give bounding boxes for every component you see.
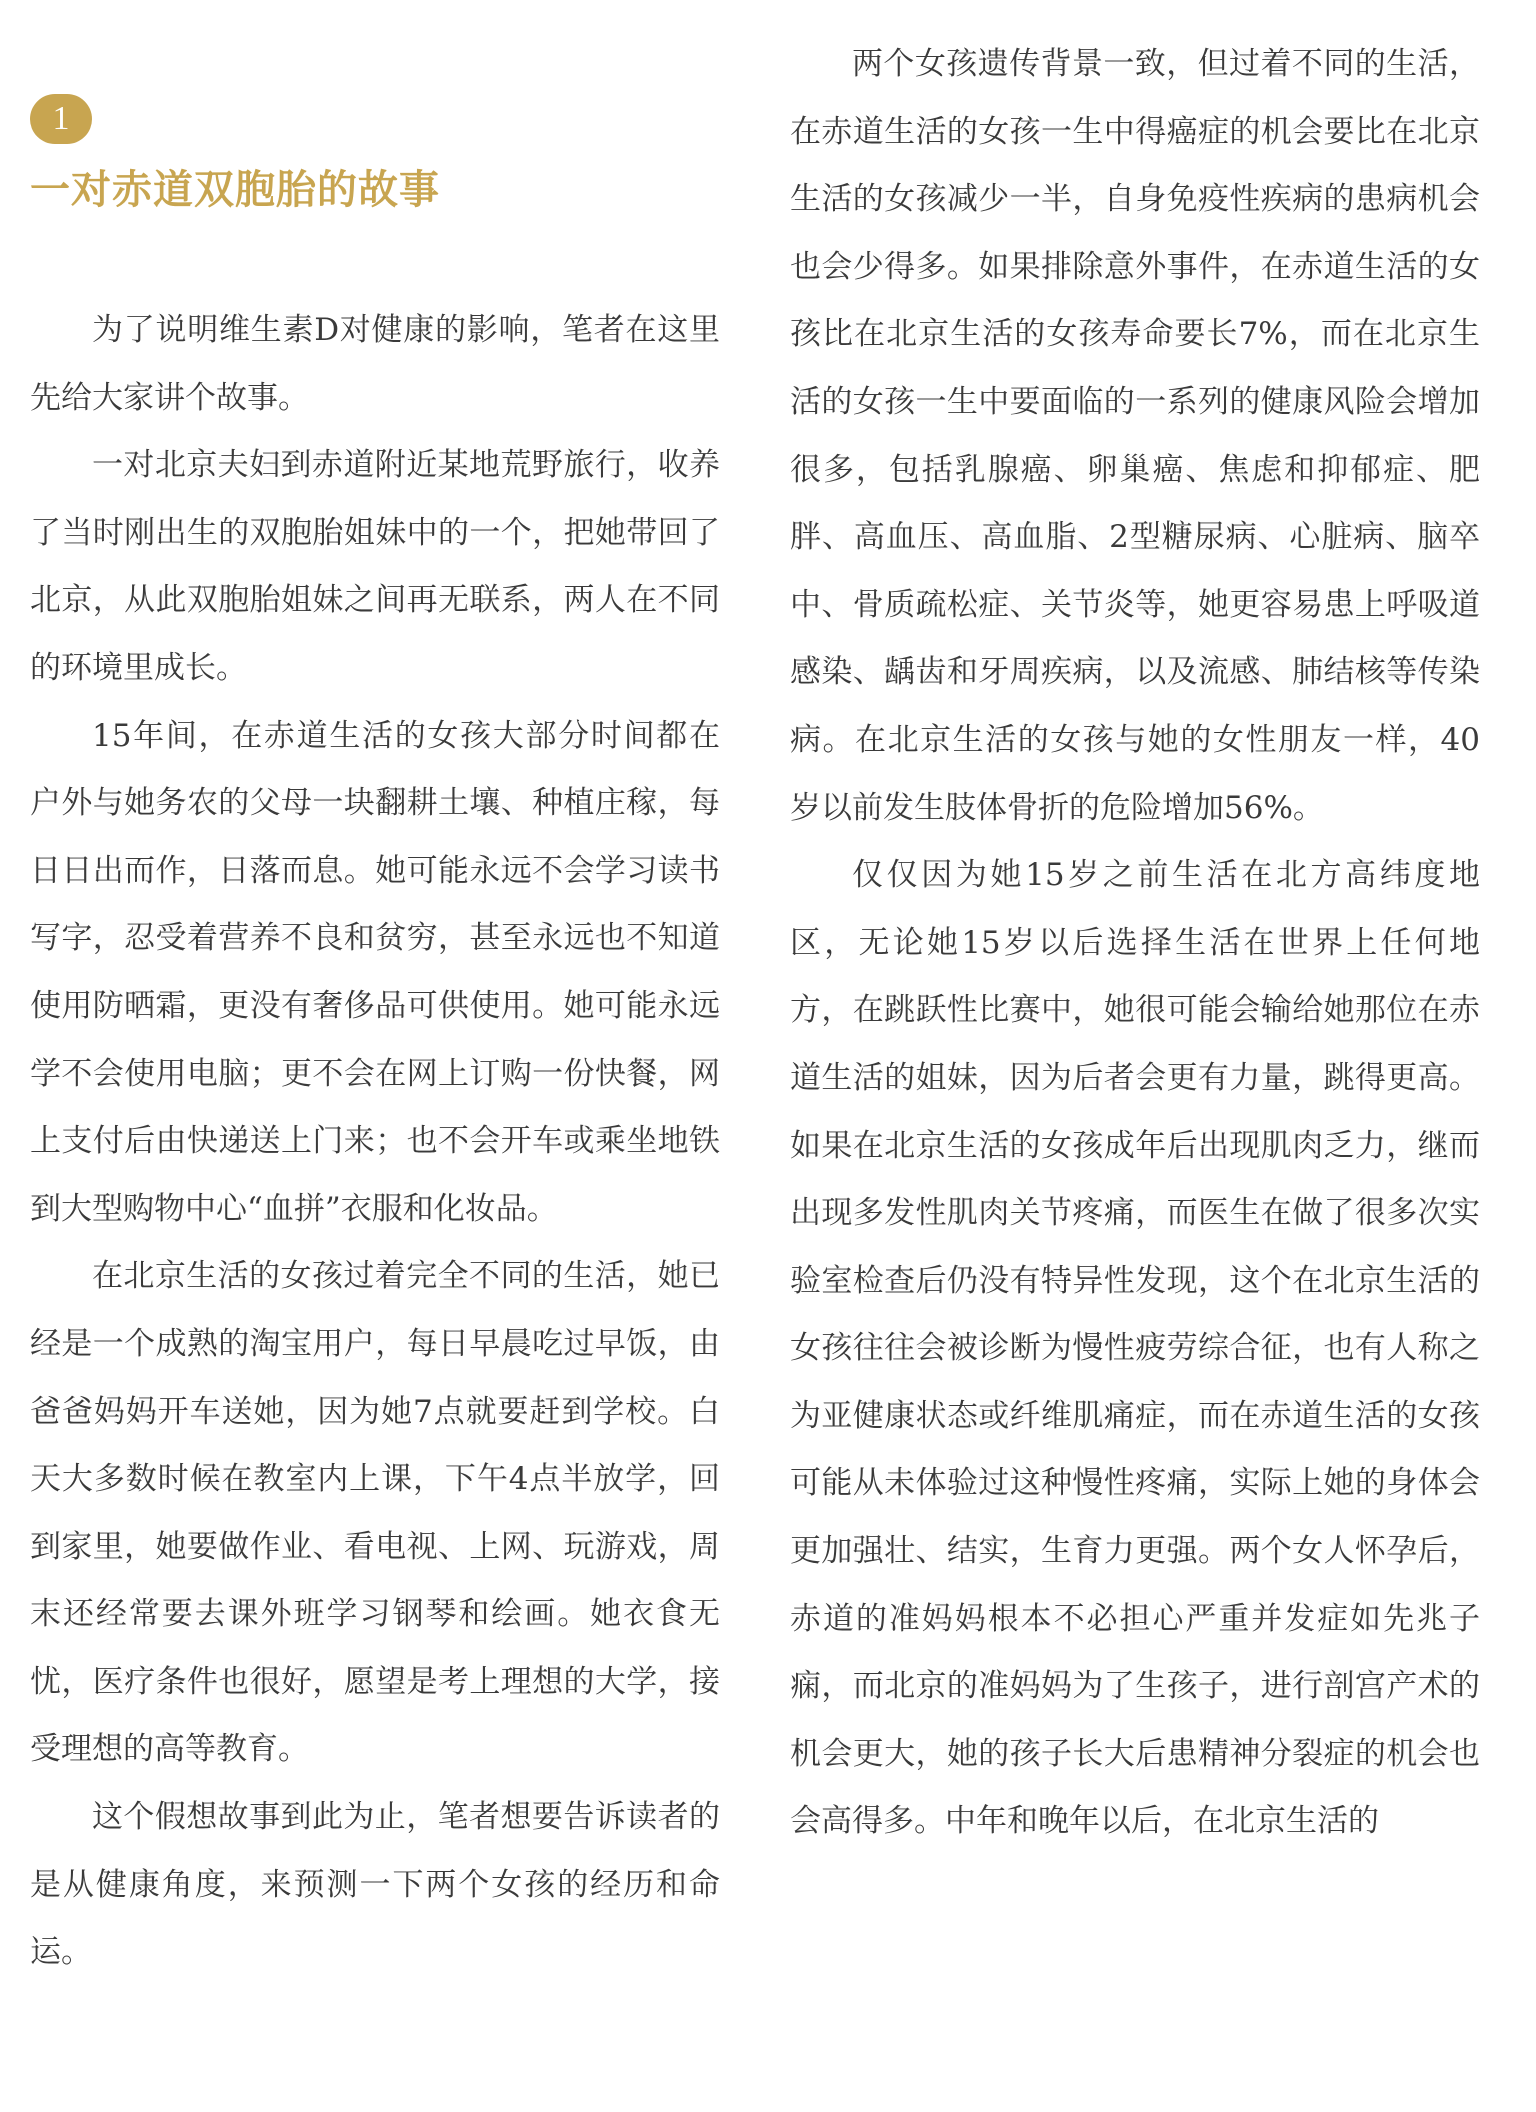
chapter-title: 一对赤道双胞胎的故事 [30, 167, 440, 213]
paragraph: 在北京生活的女孩过着完全不同的生活，她已经是一个成熟的淘宝用户，每日早晨吃过早饭，由爸爸妈妈开车送她，因为她7点就要赶到学校。白天大多数时候在教室内上课，下午4点半放学，回到家里，她要做作业、看电视、上网、玩游戏，周末还经常要去课外班学习钢琴和绘画。她衣食无忧，医疗条件也很好，愿望是考上理想的大学，接受理想的高等教育。 [30, 1258, 720, 1768]
left-text-column [30, 297, 720, 1987]
chapter-number-badge: 1 [30, 94, 92, 144]
right-text-column [790, 31, 1480, 1856]
paragraph: 仅仅因为她15岁之前生活在北方高纬度地区，无论她15岁以后选择生活在世界上任何地方，在跳跃性比赛中，她很可能会输给她那位在赤道生活的姐妹，因为后者会更有力量，跳得更高。如果在北京生活的女孩成年后出现肌肉乏力，继而出现多发性肌肉关节疼痛，而医生在做了很多次实验室检查后仍没有特异性发现，这个在北京生活的女孩往往会被诊断为慢性疲劳综合征，也有人称之为亚健康状态或纤维肌痛症，而在赤道生活的女孩可能从未体验过这种慢性疼痛，实际上她的身体会更加强壮、结实，生育力更强。两个女人怀孕后，赤道的准妈妈根本不必担心严重并发症如先兆子痫，而北京的准妈妈为了生孩子，进行剖宫产术的机会更大，她的孩子长大后患精神分裂症的机会也会高得多。中年和晚年以后，在北京生活的 [790, 857, 1480, 1840]
paragraph: 15年间，在赤道生活的女孩大部分时间都在户外与她务农的父母一块翻耕土壤、种植庄稼，每日日出而作，日落而息。她可能永远不会学习读书写字，忍受着营养不良和贫穷，甚至永远也不知道使用防晒霜，更没有奢侈品可供使用。她可能永远学不会使用电脑；更不会在网上订购一份快餐，网上支付后由快递送上门来；也不会开车或乘坐地铁到大型购物中心“血拼”衣服和化妆品。 [30, 717, 720, 1227]
paragraph: 一对北京夫妇到赤道附近某地荒野旅行，收养了当时刚出生的双胞胎姐妹中的一个，把她带回了北京，从此双胞胎姐妹之间再无联系，两人在不同的环境里成长。 [30, 447, 720, 686]
paragraph: 两个女孩遗传背景一致，但过着不同的生活，在赤道生活的女孩一生中得癌症的机会要比在北京生活的女孩减少一半，自身免疫性疾病的患病机会也会少得多。如果排除意外事件，在赤道生活的女孩比在北京生活的女孩寿命要长7%，而在北京生活的女孩一生中要面临的一系列的健康风险会增加很多，包括乳腺癌、卵巢癌、焦虑和抑郁症、肥胖、高血压、高血脂、2型糖尿病、心脏病、脑卒中、骨质疏松症、关节炎等，她更容易患上呼吸道感染、龋齿和牙周疾病，以及流感、肺结核等传染病。在北京生活的女孩与她的女性朋友一样，40岁以前发生肢体骨折的危险增加56%。 [790, 46, 1480, 826]
paragraph: 为了说明维生素D对健康的影响，笔者在这里先给大家讲个故事。 [30, 312, 720, 416]
paragraph: 这个假想故事到此为止，笔者想要告诉读者的是从健康角度，来预测一下两个女孩的经历和命运。 [30, 1799, 720, 1971]
